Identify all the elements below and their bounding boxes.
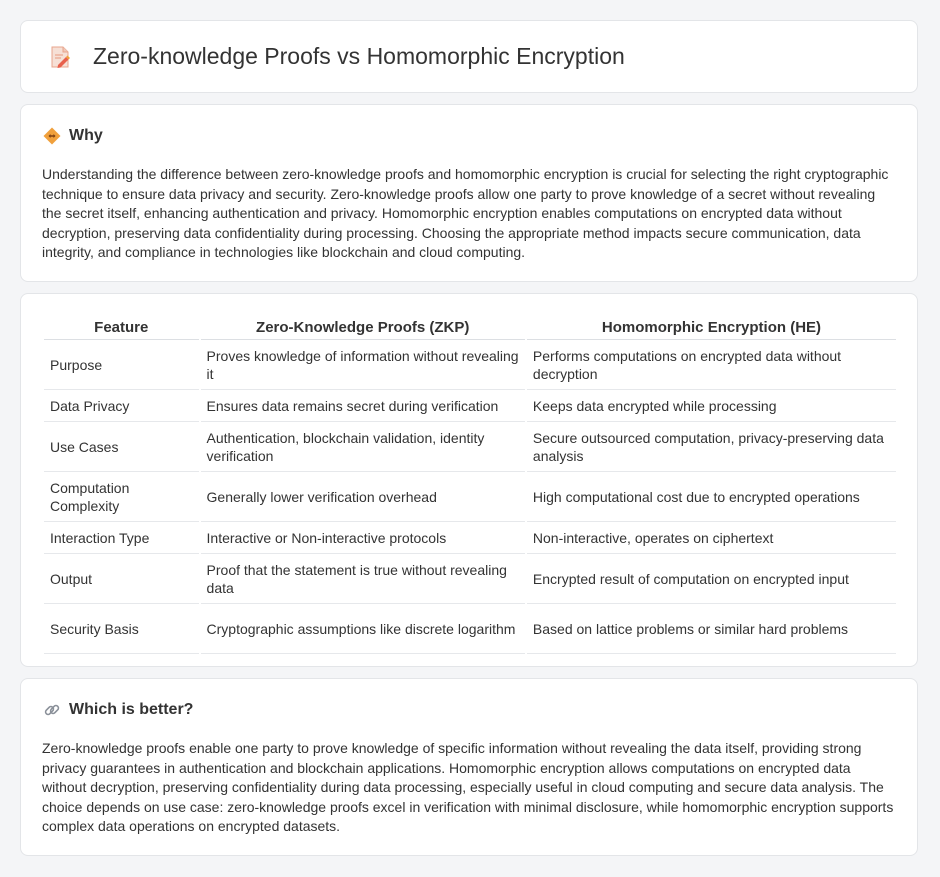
table-row	[44, 422, 896, 472]
table-row	[44, 340, 896, 390]
title-card	[20, 20, 918, 93]
row-zkp: Authentication, blockchain validation, identity verification	[201, 422, 525, 472]
diamond-arrows-icon	[43, 127, 61, 145]
row-zkp: Cryptographic assumptions like discrete logarithm	[201, 604, 525, 654]
row-zkp: Interactive or Non-interactive protocols	[201, 522, 525, 554]
table-row	[44, 472, 896, 522]
row-he: Secure outsourced computation, privacy-preserving data analysis	[527, 422, 896, 472]
row-he: Performs computations on encrypted data without decryption	[527, 340, 896, 390]
link-icon	[43, 701, 61, 719]
comparison-section	[20, 293, 918, 667]
better-heading: Which is better?	[69, 701, 194, 718]
table-row	[44, 522, 896, 554]
comparison-table	[42, 316, 898, 654]
row-zkp: Proves knowledge of information without revealing it	[201, 340, 525, 390]
table-row	[44, 604, 896, 654]
row-feature: Use Cases	[44, 422, 199, 472]
row-feature: Interaction Type	[44, 522, 199, 554]
row-zkp: Proof that the statement is true without revealing data	[201, 554, 525, 604]
row-feature: Output	[44, 554, 199, 604]
row-feature: Data Privacy	[44, 390, 199, 422]
document-pencil-icon	[47, 44, 73, 70]
header-feature: Feature	[44, 316, 199, 340]
which-is-better-section	[20, 678, 918, 856]
table-row	[44, 554, 896, 604]
row-feature: Computation Complexity	[44, 472, 199, 522]
why-body: Understanding the difference between zero-knowledge proofs and homomorphic encryption is crucial for selecting the right cryptographic technique to ensure data privacy and security. Zero-knowledge proofs allow one party to prove knowledge of a secret without revealing the secret itself, enhancing authentication and privacy. Homomorphic encryption enables computations on encrypted data without decryption, preserving data confidentiality during processing. Choosing the appropriate method impacts secure communication, data integrity, and compliance in technologies like blockchain and cloud computing.	[42, 166, 889, 261]
row-he: Non-interactive, operates on ciphertext	[527, 522, 896, 554]
row-zkp: Generally lower verification overhead	[201, 472, 525, 522]
table-header-row	[44, 316, 896, 340]
why-section	[20, 104, 918, 282]
row-feature: Security Basis	[44, 604, 199, 654]
page-title: Zero-knowledge Proofs vs Homomorphic Encryption	[93, 43, 625, 69]
row-zkp: Ensures data remains secret during verification	[201, 390, 525, 422]
row-he: Keeps data encrypted while processing	[527, 390, 896, 422]
table-row	[44, 390, 896, 422]
header-zkp: Zero-Knowledge Proofs (ZKP)	[201, 316, 525, 340]
row-he: Encrypted result of computation on encrypted input	[527, 554, 896, 604]
row-feature: Purpose	[44, 340, 199, 390]
better-body: Zero-knowledge proofs enable one party to prove knowledge of specific information without revealing the data itself, providing strong privacy guarantees in authentication and blockchain applications. Homomorphic encryption allows computations on encrypted data without decryption, preserving confidentiality during data processing, especially useful in cloud computing and secure data analysis. The choice depends on use case: zero-knowledge proofs excel in verification with minimal disclosure, while homomorphic encryption supports complex data operations on encrypted datasets.	[42, 740, 894, 835]
why-heading: Why	[69, 127, 103, 144]
row-he: High computational cost due to encrypted operations	[527, 472, 896, 522]
header-he: Homomorphic Encryption (HE)	[527, 316, 896, 340]
row-he: Based on lattice problems or similar hard problems	[527, 604, 896, 654]
